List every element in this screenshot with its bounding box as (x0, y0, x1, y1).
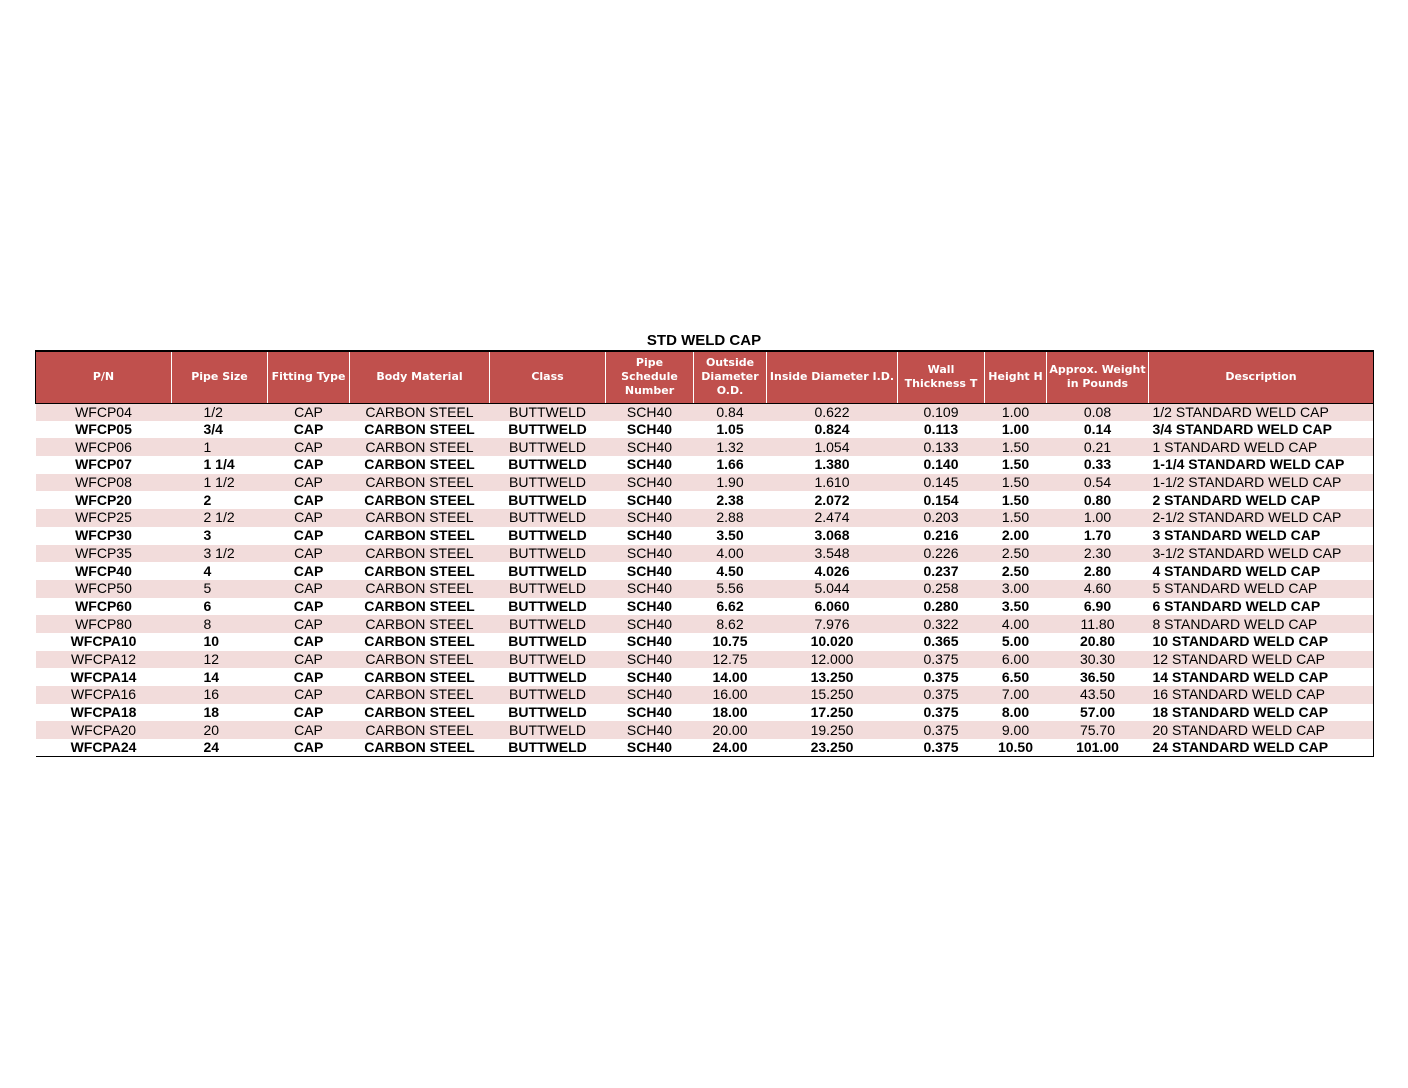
cell-class: BUTTWELD (490, 403, 606, 421)
cell-pipe-schedule: SCH40 (606, 438, 694, 456)
cell-pn: WFCP08 (36, 474, 172, 492)
cell-pipe-schedule: SCH40 (606, 474, 694, 492)
cell-outside-diameter: 1.32 (694, 438, 767, 456)
cell-height: 1.50 (985, 456, 1047, 474)
cell-pipe-size: 14 (172, 668, 268, 686)
cell-description: 18 STANDARD WELD CAP (1149, 704, 1374, 722)
cell-weight: 0.80 (1047, 491, 1149, 509)
cell-wall-thickness: 0.154 (898, 491, 985, 509)
cell-height: 1.50 (985, 474, 1047, 492)
cell-class: BUTTWELD (490, 438, 606, 456)
cell-fitting-type: CAP (268, 739, 350, 757)
cell-inside-diameter: 15.250 (767, 686, 898, 704)
cell-wall-thickness: 0.322 (898, 615, 985, 633)
cell-outside-diameter: 14.00 (694, 668, 767, 686)
cell-height: 9.00 (985, 721, 1047, 739)
cell-class: BUTTWELD (490, 509, 606, 527)
cell-outside-diameter: 24.00 (694, 739, 767, 757)
cell-weight: 0.33 (1047, 456, 1149, 474)
cell-fitting-type: CAP (268, 668, 350, 686)
table-row (36, 562, 1374, 580)
cell-weight: 30.30 (1047, 651, 1149, 669)
cell-pn: WFCPA10 (36, 633, 172, 651)
cell-fitting-type: CAP (268, 704, 350, 722)
cell-outside-diameter: 0.84 (694, 403, 767, 421)
cell-class: BUTTWELD (490, 421, 606, 439)
cell-outside-diameter: 1.05 (694, 421, 767, 439)
cell-weight: 43.50 (1047, 686, 1149, 704)
cell-wall-thickness: 0.375 (898, 704, 985, 722)
cell-body-material: CARBON STEEL (350, 704, 490, 722)
cell-fitting-type: CAP (268, 509, 350, 527)
cell-pn: WFCPA12 (36, 651, 172, 669)
header-row (36, 351, 1374, 403)
cell-pn: WFCP06 (36, 438, 172, 456)
table-row (36, 509, 1374, 527)
cell-body-material: CARBON STEEL (350, 545, 490, 563)
table-row (36, 438, 1374, 456)
cell-body-material: CARBON STEEL (350, 686, 490, 704)
cell-description: 2-1/2 STANDARD WELD CAP (1149, 509, 1374, 527)
cell-height: 8.00 (985, 704, 1047, 722)
cell-pipe-schedule: SCH40 (606, 545, 694, 563)
table-row (36, 615, 1374, 633)
table-row (36, 668, 1374, 686)
cell-class: BUTTWELD (490, 721, 606, 739)
cell-description: 24 STANDARD WELD CAP (1149, 739, 1374, 757)
cell-outside-diameter: 1.90 (694, 474, 767, 492)
cell-pipe-schedule: SCH40 (606, 651, 694, 669)
cell-pipe-size: 1 1/2 (172, 474, 268, 492)
cell-weight: 20.80 (1047, 633, 1149, 651)
cell-class: BUTTWELD (490, 686, 606, 704)
cell-pn: WFCP20 (36, 491, 172, 509)
cell-pipe-size: 8 (172, 615, 268, 633)
cell-pipe-size: 1 (172, 438, 268, 456)
cell-fitting-type: CAP (268, 421, 350, 439)
cell-pipe-schedule: SCH40 (606, 633, 694, 651)
cell-body-material: CARBON STEEL (350, 739, 490, 757)
cell-pn: WFCP30 (36, 527, 172, 545)
cell-pipe-schedule: SCH40 (606, 598, 694, 616)
cell-wall-thickness: 0.375 (898, 721, 985, 739)
cell-inside-diameter: 5.044 (767, 580, 898, 598)
cell-pipe-size: 3 (172, 527, 268, 545)
cell-pipe-schedule: SCH40 (606, 421, 694, 439)
cell-height: 5.00 (985, 633, 1047, 651)
cell-outside-diameter: 8.62 (694, 615, 767, 633)
table-row (36, 474, 1374, 492)
cell-inside-diameter: 4.026 (767, 562, 898, 580)
cell-pipe-schedule: SCH40 (606, 403, 694, 421)
cell-description: 10 STANDARD WELD CAP (1149, 633, 1374, 651)
cell-wall-thickness: 0.140 (898, 456, 985, 474)
column-header-fitting-type: Fitting Type (268, 351, 350, 403)
cell-inside-diameter: 6.060 (767, 598, 898, 616)
cell-weight: 36.50 (1047, 668, 1149, 686)
table-row (36, 403, 1374, 421)
cell-body-material: CARBON STEEL (350, 509, 490, 527)
cell-body-material: CARBON STEEL (350, 438, 490, 456)
cell-pn: WFCPA14 (36, 668, 172, 686)
cell-class: BUTTWELD (490, 545, 606, 563)
cell-pn: WFCP25 (36, 509, 172, 527)
cell-height: 6.50 (985, 668, 1047, 686)
cell-outside-diameter: 3.50 (694, 527, 767, 545)
cell-pipe-size: 16 (172, 686, 268, 704)
cell-pipe-schedule: SCH40 (606, 704, 694, 722)
cell-body-material: CARBON STEEL (350, 668, 490, 686)
cell-outside-diameter: 20.00 (694, 721, 767, 739)
cell-body-material: CARBON STEEL (350, 580, 490, 598)
table-row (36, 686, 1374, 704)
cell-weight: 11.80 (1047, 615, 1149, 633)
table-row (36, 491, 1374, 509)
cell-wall-thickness: 0.145 (898, 474, 985, 492)
cell-pipe-size: 3/4 (172, 421, 268, 439)
cell-pn: WFCP07 (36, 456, 172, 474)
cell-height: 2.50 (985, 562, 1047, 580)
table-body (36, 403, 1374, 757)
cell-class: BUTTWELD (490, 633, 606, 651)
cell-fitting-type: CAP (268, 527, 350, 545)
cell-height: 2.00 (985, 527, 1047, 545)
cell-body-material: CARBON STEEL (350, 456, 490, 474)
cell-weight: 75.70 (1047, 721, 1149, 739)
column-header-pn: P/N (36, 351, 172, 403)
cell-fitting-type: CAP (268, 545, 350, 563)
cell-class: BUTTWELD (490, 615, 606, 633)
cell-inside-diameter: 12.000 (767, 651, 898, 669)
cell-description: 4 STANDARD WELD CAP (1149, 562, 1374, 580)
cell-pipe-size: 2 (172, 491, 268, 509)
column-header-outside-diameter: Outside Diameter O.D. (694, 351, 767, 403)
cell-inside-diameter: 2.474 (767, 509, 898, 527)
cell-wall-thickness: 0.375 (898, 668, 985, 686)
cell-fitting-type: CAP (268, 580, 350, 598)
cell-fitting-type: CAP (268, 403, 350, 421)
cell-fitting-type: CAP (268, 562, 350, 580)
cell-description: 1-1/2 STANDARD WELD CAP (1149, 474, 1374, 492)
cell-class: BUTTWELD (490, 739, 606, 757)
column-header-wall-thickness: Wall Thickness T (898, 351, 985, 403)
cell-height: 7.00 (985, 686, 1047, 704)
cell-description: 3/4 STANDARD WELD CAP (1149, 421, 1374, 439)
cell-class: BUTTWELD (490, 704, 606, 722)
cell-body-material: CARBON STEEL (350, 403, 490, 421)
cell-pn: WFCP04 (36, 403, 172, 421)
cell-outside-diameter: 16.00 (694, 686, 767, 704)
column-header-height: Height H (985, 351, 1047, 403)
cell-pipe-size: 5 (172, 580, 268, 598)
table-row (36, 721, 1374, 739)
cell-outside-diameter: 2.38 (694, 491, 767, 509)
column-header-body-material: Body Material (350, 351, 490, 403)
cell-pn: WFCP80 (36, 615, 172, 633)
cell-body-material: CARBON STEEL (350, 474, 490, 492)
table-row (36, 633, 1374, 651)
cell-class: BUTTWELD (490, 562, 606, 580)
cell-weight: 1.00 (1047, 509, 1149, 527)
cell-body-material: CARBON STEEL (350, 598, 490, 616)
cell-body-material: CARBON STEEL (350, 721, 490, 739)
cell-description: 12 STANDARD WELD CAP (1149, 651, 1374, 669)
cell-height: 1.00 (985, 403, 1047, 421)
cell-fitting-type: CAP (268, 686, 350, 704)
cell-class: BUTTWELD (490, 668, 606, 686)
cell-pn: WFCP50 (36, 580, 172, 598)
cell-description: 1-1/4 STANDARD WELD CAP (1149, 456, 1374, 474)
cell-inside-diameter: 1.380 (767, 456, 898, 474)
cell-outside-diameter: 4.00 (694, 545, 767, 563)
cell-pipe-schedule: SCH40 (606, 527, 694, 545)
cell-inside-diameter: 13.250 (767, 668, 898, 686)
cell-wall-thickness: 0.203 (898, 509, 985, 527)
cell-pn: WFCPA24 (36, 739, 172, 757)
cell-pipe-schedule: SCH40 (606, 580, 694, 598)
column-header-description: Description (1149, 351, 1374, 403)
cell-wall-thickness: 0.133 (898, 438, 985, 456)
cell-body-material: CARBON STEEL (350, 615, 490, 633)
table-title: STD WELD CAP (646, 332, 762, 349)
table-row (36, 598, 1374, 616)
cell-height: 6.00 (985, 651, 1047, 669)
cell-pipe-size: 4 (172, 562, 268, 580)
cell-inside-diameter: 0.824 (767, 421, 898, 439)
cell-outside-diameter: 10.75 (694, 633, 767, 651)
cell-inside-diameter: 23.250 (767, 739, 898, 757)
cell-pipe-schedule: SCH40 (606, 562, 694, 580)
cell-pn: WFCPA18 (36, 704, 172, 722)
table-row (36, 456, 1374, 474)
cell-outside-diameter: 18.00 (694, 704, 767, 722)
cell-wall-thickness: 0.237 (898, 562, 985, 580)
cell-pipe-schedule: SCH40 (606, 668, 694, 686)
cell-fitting-type: CAP (268, 721, 350, 739)
cell-weight: 2.30 (1047, 545, 1149, 563)
cell-inside-diameter: 0.622 (767, 403, 898, 421)
cell-pipe-size: 2 1/2 (172, 509, 268, 527)
cell-weight: 0.14 (1047, 421, 1149, 439)
cell-fitting-type: CAP (268, 456, 350, 474)
column-header-inside-diameter: Inside Diameter I.D. (767, 351, 898, 403)
cell-wall-thickness: 0.375 (898, 651, 985, 669)
cell-pipe-size: 1/2 (172, 403, 268, 421)
cell-body-material: CARBON STEEL (350, 651, 490, 669)
cell-height: 1.50 (985, 438, 1047, 456)
table-row (36, 527, 1374, 545)
cell-fitting-type: CAP (268, 615, 350, 633)
cell-weight: 0.54 (1047, 474, 1149, 492)
cell-pipe-schedule: SCH40 (606, 721, 694, 739)
cell-pipe-size: 10 (172, 633, 268, 651)
cell-class: BUTTWELD (490, 474, 606, 492)
cell-class: BUTTWELD (490, 580, 606, 598)
cell-class: BUTTWELD (490, 651, 606, 669)
cell-pn: WFCP05 (36, 421, 172, 439)
table-row (36, 704, 1374, 722)
cell-description: 1 STANDARD WELD CAP (1149, 438, 1374, 456)
column-header-pipe-schedule: Pipe Schedule Number (606, 351, 694, 403)
table-row (36, 421, 1374, 439)
cell-body-material: CARBON STEEL (350, 421, 490, 439)
cell-description: 14 STANDARD WELD CAP (1149, 668, 1374, 686)
cell-body-material: CARBON STEEL (350, 491, 490, 509)
cell-weight: 101.00 (1047, 739, 1149, 757)
cell-inside-diameter: 19.250 (767, 721, 898, 739)
cell-height: 1.50 (985, 509, 1047, 527)
cell-fitting-type: CAP (268, 491, 350, 509)
table-row (36, 739, 1374, 757)
cell-weight: 57.00 (1047, 704, 1149, 722)
cell-description: 3-1/2 STANDARD WELD CAP (1149, 545, 1374, 563)
cell-pn: WFCPA16 (36, 686, 172, 704)
cell-pipe-size: 1 1/4 (172, 456, 268, 474)
cell-body-material: CARBON STEEL (350, 527, 490, 545)
cell-class: BUTTWELD (490, 598, 606, 616)
column-header-pipe-size: Pipe Size (172, 351, 268, 403)
cell-pipe-size: 24 (172, 739, 268, 757)
cell-pipe-size: 20 (172, 721, 268, 739)
cell-class: BUTTWELD (490, 491, 606, 509)
cell-outside-diameter: 6.62 (694, 598, 767, 616)
cell-outside-diameter: 2.88 (694, 509, 767, 527)
cell-height: 4.00 (985, 615, 1047, 633)
weld-cap-table (35, 350, 1374, 757)
cell-pipe-schedule: SCH40 (606, 686, 694, 704)
table-row (36, 651, 1374, 669)
cell-outside-diameter: 12.75 (694, 651, 767, 669)
cell-wall-thickness: 0.375 (898, 686, 985, 704)
cell-description: 6 STANDARD WELD CAP (1149, 598, 1374, 616)
cell-pipe-size: 6 (172, 598, 268, 616)
cell-weight: 0.21 (1047, 438, 1149, 456)
cell-outside-diameter: 5.56 (694, 580, 767, 598)
cell-wall-thickness: 0.280 (898, 598, 985, 616)
cell-description: 8 STANDARD WELD CAP (1149, 615, 1374, 633)
cell-height: 3.50 (985, 598, 1047, 616)
cell-inside-diameter: 3.068 (767, 527, 898, 545)
cell-wall-thickness: 0.375 (898, 739, 985, 757)
cell-fitting-type: CAP (268, 438, 350, 456)
cell-outside-diameter: 4.50 (694, 562, 767, 580)
cell-pipe-schedule: SCH40 (606, 615, 694, 633)
cell-description: 2 STANDARD WELD CAP (1149, 491, 1374, 509)
cell-wall-thickness: 0.216 (898, 527, 985, 545)
cell-inside-diameter: 10.020 (767, 633, 898, 651)
cell-pipe-size: 18 (172, 704, 268, 722)
cell-pipe-size: 12 (172, 651, 268, 669)
table-row (36, 580, 1374, 598)
cell-pipe-schedule: SCH40 (606, 491, 694, 509)
cell-weight: 2.80 (1047, 562, 1149, 580)
column-header-weight: Approx. Weight in Pounds (1047, 351, 1149, 403)
cell-inside-diameter: 17.250 (767, 704, 898, 722)
cell-height: 10.50 (985, 739, 1047, 757)
cell-weight: 1.70 (1047, 527, 1149, 545)
cell-wall-thickness: 0.226 (898, 545, 985, 563)
cell-pipe-size: 3 1/2 (172, 545, 268, 563)
cell-wall-thickness: 0.365 (898, 633, 985, 651)
cell-body-material: CARBON STEEL (350, 633, 490, 651)
cell-pn: WFCP35 (36, 545, 172, 563)
cell-description: 16 STANDARD WELD CAP (1149, 686, 1374, 704)
cell-inside-diameter: 1.610 (767, 474, 898, 492)
cell-inside-diameter: 7.976 (767, 615, 898, 633)
cell-pn: WFCPA20 (36, 721, 172, 739)
cell-inside-diameter: 2.072 (767, 491, 898, 509)
cell-description: 3 STANDARD WELD CAP (1149, 527, 1374, 545)
cell-wall-thickness: 0.109 (898, 403, 985, 421)
cell-pn: WFCP40 (36, 562, 172, 580)
cell-height: 2.50 (985, 545, 1047, 563)
cell-fitting-type: CAP (268, 598, 350, 616)
cell-body-material: CARBON STEEL (350, 562, 490, 580)
cell-height: 1.00 (985, 421, 1047, 439)
cell-weight: 4.60 (1047, 580, 1149, 598)
cell-weight: 6.90 (1047, 598, 1149, 616)
cell-fitting-type: CAP (268, 633, 350, 651)
cell-wall-thickness: 0.258 (898, 580, 985, 598)
cell-pipe-schedule: SCH40 (606, 456, 694, 474)
cell-height: 3.00 (985, 580, 1047, 598)
cell-description: 5 STANDARD WELD CAP (1149, 580, 1374, 598)
column-header-class: Class (490, 351, 606, 403)
cell-fitting-type: CAP (268, 651, 350, 669)
cell-class: BUTTWELD (490, 456, 606, 474)
cell-outside-diameter: 1.66 (694, 456, 767, 474)
cell-description: 20 STANDARD WELD CAP (1149, 721, 1374, 739)
table-row (36, 545, 1374, 563)
cell-class: BUTTWELD (490, 527, 606, 545)
cell-pipe-schedule: SCH40 (606, 509, 694, 527)
cell-pn: WFCP60 (36, 598, 172, 616)
cell-wall-thickness: 0.113 (898, 421, 985, 439)
cell-fitting-type: CAP (268, 474, 350, 492)
cell-description: 1/2 STANDARD WELD CAP (1149, 403, 1374, 421)
cell-height: 1.50 (985, 491, 1047, 509)
cell-pipe-schedule: SCH40 (606, 739, 694, 757)
cell-weight: 0.08 (1047, 403, 1149, 421)
cell-inside-diameter: 1.054 (767, 438, 898, 456)
cell-inside-diameter: 3.548 (767, 545, 898, 563)
